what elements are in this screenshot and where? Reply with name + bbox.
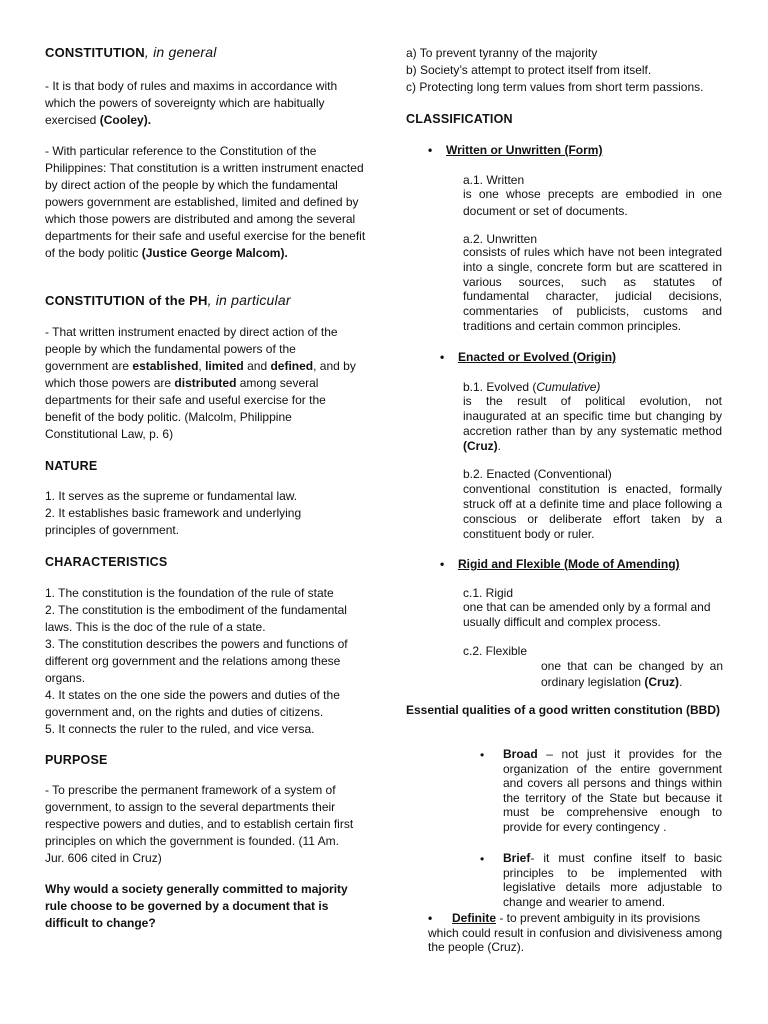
- bullet-icon: •: [428, 911, 433, 925]
- definite-quality: • Definite - to prevent ambiguity in its provisions which could result in confusion and divisiveness among the people (Cruz).: [428, 911, 723, 955]
- evolved-text: is the result of political evolution, not inaugurated at an specific time but changing by accretion rather than by any systematic method (Cruz).: [463, 394, 722, 453]
- bullet-icon: •: [440, 557, 445, 571]
- rigid-text: one that can be amended only by a formal and usually difficult and complex process.: [463, 600, 711, 629]
- answers-list: [406, 45, 726, 96]
- constitution-ph-heading: CONSTITUTION of the PH, in particular: [45, 292, 291, 308]
- purpose-text: - To prescribe the permanent framework of a system of government, to assign to the several departments their respective powers and duties, and to establish certain first principles on which the government is founded. (11 Am. Jur. 606 cited in Cruz): [45, 783, 354, 865]
- written-title: a.1. Written: [463, 173, 525, 187]
- amending-heading: • Rigid and Flexible (Mode of Amending): [440, 557, 680, 571]
- unwritten-text: consists of rules which have not been integrated into a single, concrete form but are scattered in various sources, such as statutes of fundamental character, judicial decisions, commentaries of publicists, customs and traditions and certain common principles.: [463, 245, 722, 333]
- characteristic-item: 5. It connects the ruler to the ruled, and vice versa.: [45, 722, 315, 736]
- essential-qualities-heading: Essential qualities of a good written constitution (BBD): [406, 703, 721, 717]
- bullet-icon: •: [428, 143, 433, 157]
- flexible-text: one that can be changed by an ordinary legislation (Cruz).: [541, 659, 723, 689]
- broad-quality: Broad – not just it provides for the organization of the entire government and covers all persons and things within the territory of the State but because it must be comprehensive enough to provide for every contingency .: [503, 747, 722, 834]
- brief-quality: Brief- it must confine itself to basic principles to be implemented with legislative details more adjustable to change and wearier to amend.: [503, 851, 722, 909]
- classification-heading: CLASSIFICATION: [406, 112, 513, 126]
- characteristic-item: 3. The constitution describes the powers and functions of different org government and the relations among these organs.: [45, 637, 348, 685]
- rigid-title: c.1. Rigid: [463, 586, 514, 600]
- purpose-heading: PURPOSE: [45, 753, 108, 767]
- characteristics-list: [45, 585, 365, 738]
- nature-list: [45, 488, 335, 539]
- enacted-text: conventional constitution is enacted, formally struck off at a definite time and place following a conscious or deliberate effort taken by a constituent body or ruler.: [463, 482, 722, 541]
- characteristic-item: 4. It states on the one side the powers and duties of the government and, on the rights and duties of citizens.: [45, 688, 340, 719]
- nature-item: 2. It establishes basic framework and underlying principles of government.: [45, 506, 302, 537]
- enacted-title: b.2. Enacted (Conventional): [463, 467, 612, 481]
- origin-heading: • Enacted or Evolved (Origin): [440, 350, 617, 364]
- malcom-definition: - With particular reference to the Constitution of the Philippines: That constitution is a written instrument enacted by direct action of the people by which the fundamental powers government are established, limited and defined by which those powers are distributed and among the several departments for their safe and useful exercise for the benefit of the body politic (Justice George Malcom).: [45, 144, 366, 260]
- written-text: is one whose precepts are embodied in one document or set of documents.: [463, 187, 722, 218]
- answer-item: c) Protecting long term values from short term passions.: [406, 80, 704, 94]
- flexible-title: c.2. Flexible: [463, 644, 528, 658]
- bullet-icon: •: [480, 852, 485, 866]
- evolved-title: b.1. Evolved (Cumulative): [463, 380, 601, 394]
- unwritten-title: a.2. Unwritten: [463, 232, 538, 246]
- bullet-icon: •: [480, 748, 485, 762]
- bullet-icon: •: [440, 350, 445, 364]
- constitution-general-heading: CONSTITUTION, in general: [45, 44, 217, 60]
- majority-rule-question: Why would a society generally committed to majority rule choose to be governed by a document that is difficult to change?: [45, 882, 348, 930]
- ph-definition: - That written instrument enacted by direct action of the people by which the fundamental powers of the government are established, limited and defined, and by which those powers are distributed among several departments for their safe and useful exercise for the benefit of the body politic. (Malcolm, Philippine Constitutional Law, p. 6): [45, 325, 356, 441]
- characteristic-item: 1. The constitution is the foundation of the rule of state: [45, 586, 334, 600]
- characteristics-heading: CHARACTERISTICS: [45, 555, 168, 569]
- cooley-definition: - It is that body of rules and maxims in accordance with which the powers of sovereignty which are habitually exercised (Cooley).: [45, 79, 338, 127]
- answer-item: b) Society’s attempt to protect itself from itself.: [406, 63, 652, 77]
- nature-item: 1. It serves as the supreme or fundamental law.: [45, 489, 298, 503]
- characteristic-item: 2. The constitution is the embodiment of the fundamental laws. This is the doc of the rule of a state.: [45, 603, 347, 634]
- answer-item: a) To prevent tyranny of the majority: [406, 46, 598, 60]
- nature-heading: NATURE: [45, 459, 98, 473]
- form-heading: • Written or Unwritten (Form): [428, 143, 603, 157]
